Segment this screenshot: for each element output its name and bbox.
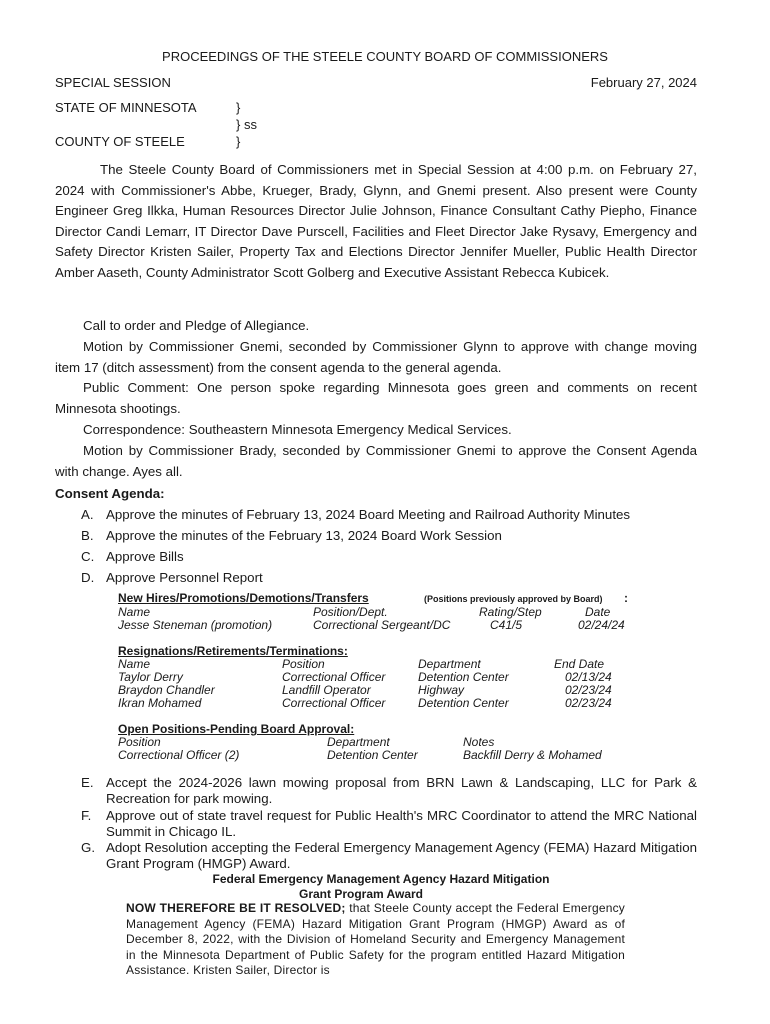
resolution-subtitle: Grant Program Award (298, 887, 424, 901)
public-comment: Public Comment: One person spoke regarding Minnesota goes green and comments on recent Minnesota shootings. (55, 380, 697, 416)
document-title: PROCEEDINGS OF THE STEELE COUNTY BOARD OF COMMISSIONERS (162, 49, 608, 64)
correspondence: Correspondence: Southeastern Minnesota Emergency Medical Services. (83, 422, 512, 437)
resign-cell-position: Correctional Officer (282, 670, 386, 684)
open-col-department: Department (327, 735, 390, 749)
resolution-body (126, 901, 625, 979)
hires-colon: : (624, 591, 628, 605)
motion-consent: Motion by Commissioner Brady, seconded by Commissioner Gnemi to approve the Consent Agenda with change. Ayes all. (55, 443, 697, 479)
resign-cell-department: Detention Center (418, 696, 509, 710)
open-col-notes: Notes (463, 735, 495, 749)
open-col-position: Position (118, 735, 161, 749)
hires-cell-position: Correctional Sergeant/DC (313, 618, 451, 632)
resolution-text: that Steele County accept the Federal Emergency Management Agency (FEMA) Hazard Mitigation Grant Program (HMGP) Award as of December 8, 2022, with the Division of Homeland Security and Emergency Management in the Minnesota Department of Public Safety for the program entitled Hazard Mitigation Assistance. Kristen Sailer, Director is (126, 901, 626, 978)
consent-item-text: Adopt Resolution accepting the Federal Emergency Management Agency (FEMA) Hazard Mitigation Grant Program (HMGP) Award. (106, 840, 697, 872)
open-cell-position: Correctional Officer (2) (118, 748, 240, 762)
venue-brace: } (236, 134, 241, 149)
resign-cell-enddate: 02/23/24 (565, 683, 612, 697)
hires-cell-name: Jesse Steneman (promotion) (118, 618, 273, 632)
hires-cell-date: 02/24/24 (578, 618, 625, 632)
consent-item-letter: F. (81, 808, 92, 823)
consent-item-text: Accept the 2024-2026 lawn mowing proposal from BRN Lawn & Landscaping, LLC for Park & Recreation for park mowing. (106, 775, 697, 807)
open-cell-notes: Backfill Derry & Mohamed (463, 748, 602, 762)
intro-paragraph: The Steele County Board of Commissioners met in Special Session at 4:00 p.m. on February 27, 2024 with Commissioner's Abbe, Krueger, Brady, Glynn, and Gnemi present. Also present were County Engineer Greg Ilkka, Human Resources Director Julie Johnson, Finance Consultant Cathy Piepho, Finance Director Candi Lemarr, IT Director Dave Purscell, Facilities and Fleet Director Jake Rysavy, Emergency and Safety Director Kristen Sailer, Property Tax and Elections Director Jennifer Mueller, Public Health Director Amber Aaseth, County Administrator Scott Golberg and Executive Assistant Rebecca Kubicek. (55, 162, 697, 280)
resign-cell-department: Highway (418, 683, 465, 697)
consent-agenda-heading: Consent Agenda: (55, 486, 165, 501)
consent-item-letter: B. (81, 528, 94, 543)
venue-ss: } ss (236, 117, 257, 132)
resign-cell-name: Taylor Derry (118, 670, 183, 684)
hires-note: (Positions previously approved by Board) (424, 594, 603, 604)
consent-item-letter: A. (81, 507, 94, 522)
consent-item-text: Approve the minutes of the February 13, 2024 Board Work Session (106, 528, 502, 543)
consent-item-letter: G. (81, 840, 96, 855)
session-type: SPECIAL SESSION (55, 75, 171, 90)
hires-col-name: Name (118, 605, 151, 619)
resign-cell-name: Ikran Mohamed (118, 696, 202, 710)
resign-cell-department: Detention Center (418, 670, 509, 684)
resign-col-department: Department (418, 657, 481, 671)
venue-state: STATE OF MINNESOTA (55, 100, 197, 115)
consent-item-text: Approve out of state travel request for Public Health's MRC Coordinator to attend the MRC National Summit in Chicago IL. (106, 808, 697, 840)
resign-col-enddate: End Date (554, 657, 605, 671)
session-date: February 27, 2024 (590, 75, 697, 90)
consent-item-letter: C. (81, 549, 95, 564)
consent-item-letter: D. (81, 570, 95, 585)
open-cell-department: Detention Center (327, 748, 418, 762)
consent-item-text: Approve the minutes of February 13, 2024 Board Meeting and Railroad Authority Minutes (106, 507, 631, 522)
consent-item-letter: E. (81, 775, 94, 790)
resign-col-position: Position (282, 657, 325, 671)
resign-cell-position: Correctional Officer (282, 696, 386, 710)
resign-cell-name: Braydon Chandler (118, 683, 215, 697)
resign-cell-enddate: 02/13/24 (565, 670, 612, 684)
open-positions-heading: Open Positions-Pending Board Approval: (118, 722, 355, 736)
venue-county: COUNTY OF STEELE (55, 134, 185, 149)
resign-cell-enddate: 02/23/24 (565, 696, 612, 710)
resignations-heading: Resignations/Retirements/Terminations: (118, 644, 348, 658)
hires-col-date: Date (585, 605, 611, 619)
resign-cell-position: Landfill Operator (282, 683, 371, 697)
hires-heading (118, 591, 369, 605)
motion-agenda: Motion by Commissioner Gnemi, seconded by Commissioner Glynn to approve with change moving item 17 (ditch assessment) from the consent agenda to the general agenda. (55, 339, 697, 375)
venue-brace: } (236, 100, 241, 115)
hires-col-rating: Rating/Step (479, 605, 542, 619)
hires-col-position: Position/Dept. (313, 605, 388, 619)
hires-cell-rating: C41/5 (490, 618, 523, 632)
resign-col-name: Name (118, 657, 151, 671)
resolution-lead: NOW THEREFORE BE IT RESOLVED; (126, 901, 346, 915)
hires-heading-text: New Hires/Promotions/Demotions/Transfers (118, 591, 369, 605)
resolution-title: Federal Emergency Management Agency Hazard Mitigation (212, 872, 550, 886)
consent-item-text: Approve Personnel Report (106, 570, 263, 585)
consent-item-text: Approve Bills (106, 549, 184, 564)
call-to-order: Call to order and Pledge of Allegiance. (83, 318, 310, 333)
